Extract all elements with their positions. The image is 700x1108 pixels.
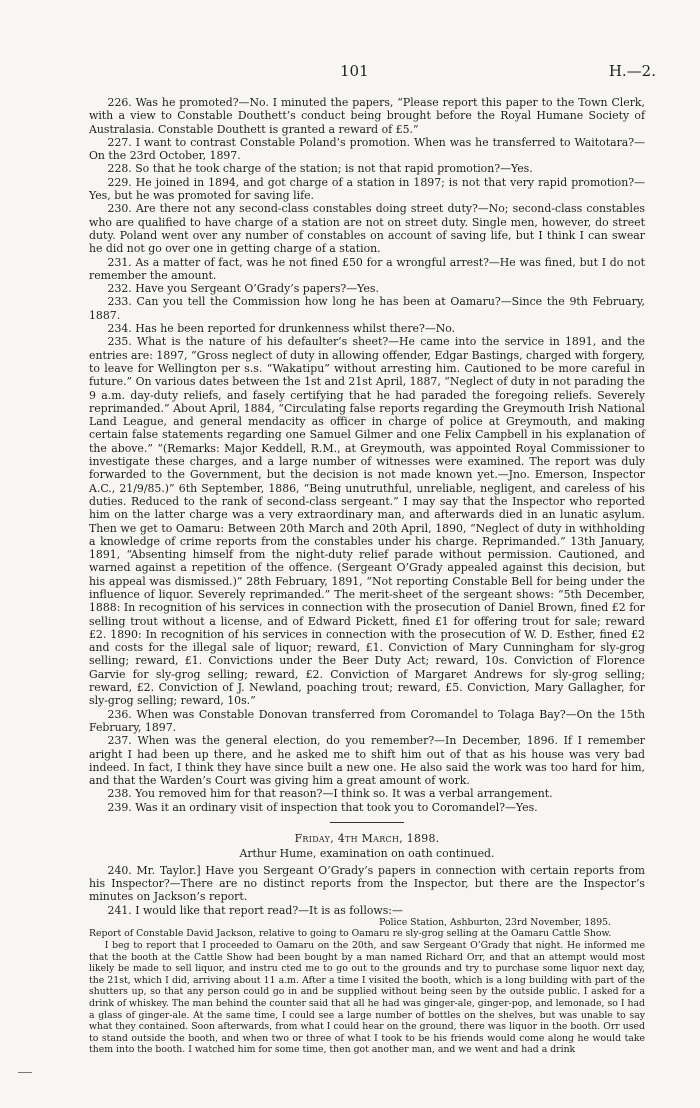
paragraph-226: 226. Was he promoted?—No. I minuted the papers, “Please report this paper to the Town Clerk, with a view to Constable Douthett’s conduct being brought before the Royal Humane Society of Australasia. Constable Douthett is granted a reward of £5.” bbox=[89, 96, 645, 136]
section-divider bbox=[330, 822, 404, 823]
page-header bbox=[0, 62, 700, 82]
quoted-report bbox=[89, 917, 645, 1056]
paragraph-240: 240. Mr. Taylor.] Have you Sergeant O’Grady’s papers in connection with certain reports from his Inspector?—There are no distinct reports from the Inspector, but there are the Inspector’s minutes on Jackson’s report. bbox=[89, 863, 645, 904]
paragraph-241: 241. I would like that report read?—It is as follows:— bbox=[107, 903, 403, 917]
document-reference: H.—2. bbox=[608, 62, 656, 80]
paragraph-228: 228. So that he took charge of the station; is not that rapid promotion?—Yes. bbox=[107, 162, 533, 176]
paragraph-227: 227. I want to contrast Constable Poland’s promotion. When was he transferred to Waitotara?—On the 23rd October, 1897. bbox=[89, 135, 645, 163]
section-date: Friday, 4th March, 1898. bbox=[294, 832, 440, 846]
paragraph-230: 230. Are there not any second-class constables doing street duty?—No; second-class constables who are qualified to have charge of a station are not on street duty. Single men, however, do street duty. Poland went over any number of constables on account of saving life, but I think I can swear he did not go over one in getting charge of a station. bbox=[89, 202, 645, 256]
paragraph-234: 234. Has he been reported for drunkenness whilst there?—No. bbox=[107, 322, 456, 336]
paragraph-236: 236. When was Constable Donovan transferred from Coromandel to Tolaga Bay?—On the 15th February, 1897. bbox=[89, 707, 645, 734]
paragraph-229: 229. He joined in 1894, and got charge of a station in 1897; is not that very rapid promotion?—Yes, but he was promoted for saving life. bbox=[89, 175, 645, 203]
paragraph-238: 238. You removed him for that reason?—I think so. It was a verbal arrangement. bbox=[107, 787, 553, 801]
paragraph-235: 235. What is the nature of his defaulter’s sheet?—He came into the service in 1891, and the entries are: 1897, “Gross neglect of duty in allowing offender, Edgar Bastings, charged with forgery, to leave for Wellington per s.s. “Wakatipu” without arresting him. Cautioned to be more careful in future.” On various dates between the 1st and 21st April, 1887, “Neglect of duty in not parading the 9 a.m. day-duty reliefs, and fasely certifying that he had paraded the foregoing reliefs. Severely reprimanded.” About April, 1884, “Circulating false reports regarding the Greymouth Irish National Land League, and general mendacity as officer in charge of police at Greymouth, and making certain false statements regarding one Samuel Gilmer and one Felix Campbell in his explanation of the above.” “(Remarks: Major Keddell, R.M., at Greymouth, was appointed Royal Commissioner to investigate these charges, and a large number of witnesses were examined. The report was duly forwarded to the Government, but the decision is not made known yet.—Jno. Emerson, Inspector A.C., 21/9/85.)” 6th September, 1886, “Being unutruthful, unreliable, negligent, and careless of his duties. Reduced to the rank of second-class sergeant.” I may say that the Inspector who reported him on the latter charge was a very extraordinary man, and afterwards died in an lunatic asylum. Then we get to Oamaru: Between 20th March and 20th April, 1890, “Neglect of duty in withholding a knowledge of crime reports from the constables under his charge. Reprimanded.” 13th January, 1891, “Absenting himself from the night-duty relief parade without permission. Cautioned, and warned against a repetition of the offence. (Sergeant O’Grady appealed against this decision, but his appeal was dismissed.)” 28th February, 1891, “Not reporting Constable Bell for being under the influence of liquor. Severely reprimanded.” The merit-sheet of the sergeant shows: “5th December, 1888: In recognition of his services in connection with the prosecution of Daniel Brown, fined £2 for selling trout without a license, and of Edward Pickett, fined £1 for offering trout for sale; reward £2. 1890: In recognition of his services in connection with the prosecution of W. D. Esther, fined £2 and costs for the illegal sale of liquor; reward, £1. Conviction of Mary Cunningham for sly-grog selling; reward, £1. Convictions under the Beer Duty Act; reward, 10s. Conviction of Florence Garvie for sly-grog selling; reward, £2. Conviction of Margaret Andrews for sly-grog selling; reward, £2. Conviction of J. Newland, poaching trout; reward, £5. Conviction, Mary Gallagher, for sly-grog selling; reward, 10s.” bbox=[89, 335, 645, 708]
page-body bbox=[89, 96, 645, 1056]
report-text: I beg to report that I proceeded to Oamaru on the 20th, and saw Sergeant O’Grady that night. He informed me that the booth at the Cattle Show had been bought by a man named Richard Orr, and that an attempt would most likely be made to sell liquor, and instru cted me to go out to the grounds and try to purchase some liquor next day, the 21st, which I did, arriving about 11 a.m. After a time I visited the booth, which is a long building with part of the shutters up, so that any person could go in and be supplied without being seen by the outside public. I asked for a drink of whiskey. The man behind the counter said that all he had was ginger-ale, ginger-pop, and lemonade, so I had a glass of ginger-ale. At the same time, I could see a large number of bottles on the shelves, but was unable to say what they contained. Soon afterwards, from what I could hear on the ground, there was liquor in the booth. Orr used to stand outside the booth, and when two or three of what I took to be his friends would come along he would take them into the booth. I watched him for some time, then got another man, and we went and had a drink bbox=[89, 940, 645, 1056]
paragraph-233: 233. Can you tell the Commission how long he has been at Oamaru?—Since the 9th February, 1887. bbox=[89, 295, 645, 322]
paragraph-239: 239. Was it an ordinary visit of inspection that took you to Coromandel?—Yes. bbox=[107, 800, 538, 814]
section-subtitle: Arthur Hume, examination on oath continued. bbox=[239, 847, 495, 861]
margin-mark bbox=[18, 1072, 32, 1073]
paragraph-231: 231. As a matter of fact, was he not fined £50 for a wrongful arrest?—He was fined, but I do not remember the amount. bbox=[89, 255, 645, 282]
page-number: 101 bbox=[340, 62, 369, 80]
report-address: Police Station, Ashburton, 23rd November, 1895. bbox=[379, 916, 611, 928]
paragraph-237: 237. When was the general election, do you remember?—In December, 1896. If I remember aright I had been up there, and he asked me to shift him out of that as his house was very bad indeed. In fact, I think they have since built a new one. He also said the work was too hard for him, and that the Warden’s Court was giving him a great amount of work. bbox=[89, 734, 645, 788]
paragraph-232: 232. Have you Sergeant O’Grady’s papers?—Yes. bbox=[107, 282, 379, 296]
report-title: Report of Constable David Jackson, relative to going to Oamaru re sly-grog selling at the Oamaru Cattle Show. bbox=[89, 928, 612, 940]
